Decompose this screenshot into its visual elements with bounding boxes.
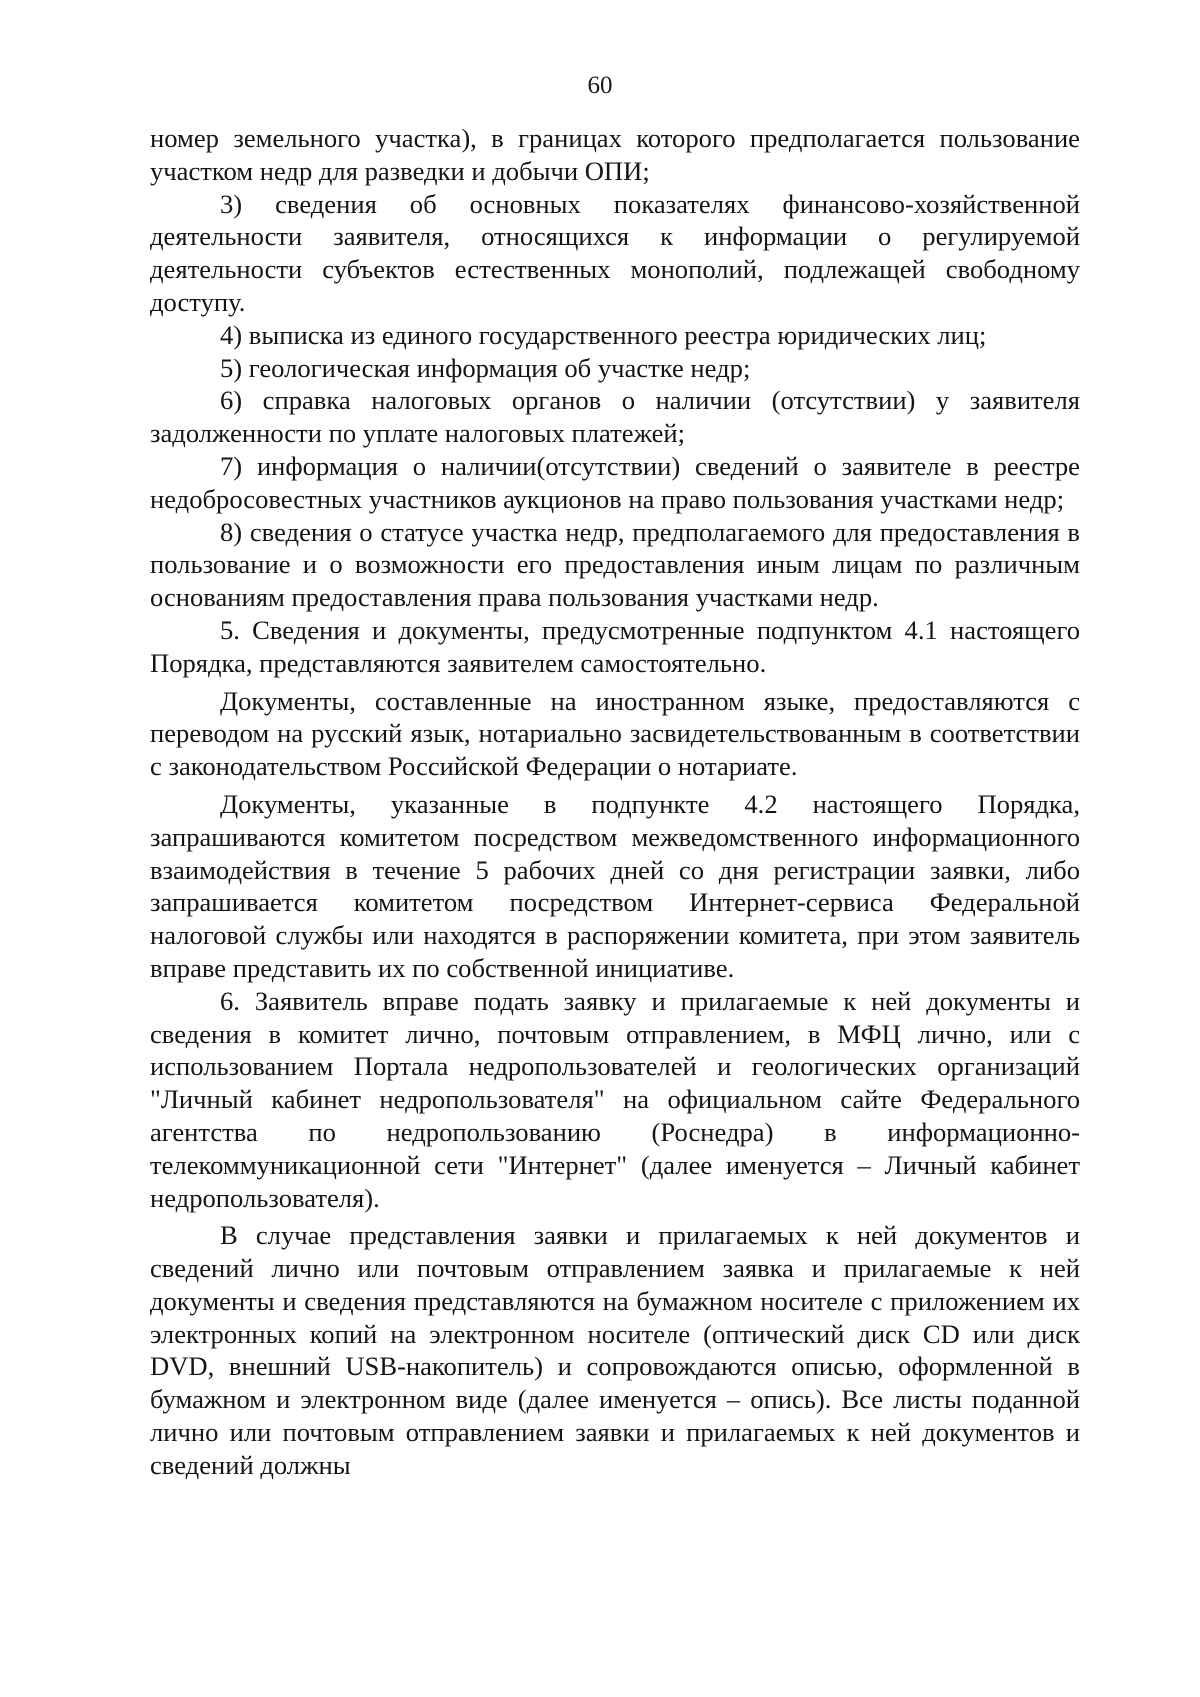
paragraph-7: 8) сведения о статусе участка недр, предполагаемого для предоставления в пользование и о возможности его предоставления иным лицам по различным основаниям предоставления права пользования участками недр. [150, 516, 1080, 613]
paragraph-8: 5. Сведения и документы, предусмотренные подпунктом 4.1 настоящего Порядка, представляются заявителем самостоятельно. [150, 614, 1080, 678]
paragraph-5: 6) справка налоговых органов о наличии (отсутствии) у заявителя задолженности по уплате налоговых платежей; [150, 385, 1080, 449]
page-number: 60 [587, 72, 613, 99]
paragraph-6: 7) информация о наличии(отсутствии) сведений о заявителе в реестре недобросовестных участников аукционов на право пользования участками недр; [150, 450, 1080, 514]
paragraph-11: 6. Заявитель вправе подать заявку и прилагаемые к ней документы и сведения в комитет лично, почтовым отправлением, в МФЦ лично, или с использованием Портала недропользователей и геологических организаций "Личный кабинет недропользователя" на официальном сайте Федерального агентства по недропользованию (Роснедра) в информационно-телекоммуникационной сети "Интернет" (далее именуется – Личный кабинет недропользователя). [150, 985, 1080, 1213]
paragraph-2: 3) сведения об основных показателях финансово-хозяйственной деятельности заявителя, относящихся к информации о регулируемой деятельности субъектов естественных монополий, подлежащей свободному доступу. [150, 188, 1080, 317]
document-body [150, 122, 1080, 1482]
paragraph-12: В случае представления заявки и прилагаемых к ней документов и сведений лично или почтовым отправлением заявка и прилагаемые к ней документы и сведения представляются на бумажном носителе с приложением их электронных копий на электронном носителе (оптический диск CD или диск DVD, внешний USB-накопитель) и сопровождаются описью, оформленной в бумажном и электронном виде (далее именуется – опись). Все листы поданной лично или почтовым отправлением заявки и прилагаемых к ней документов и сведений должны [150, 1220, 1080, 1480]
paragraph-3: 4) выписка из единого государственного реестра юридических лиц; [220, 319, 987, 350]
paragraph-4: 5) геологическая информация об участке недр; [220, 352, 751, 383]
paragraph-9: Документы, составленные на иностранном языке, предоставляются с переводом на русский язык, нотариально засвидетельствованным в соответствии с законодательством Российской Федерации о нотариате. [150, 685, 1080, 782]
paragraph-1: номер земельного участка), в границах которого предполагается пользование участком недр для разведки и добычи ОПИ; [150, 123, 1080, 186]
paragraph-10: Документы, указанные в подпункте 4.2 настоящего Порядка, запрашиваются комитетом посредством межведомственного информационного взаимодействия в течение 5 рабочих дней со дня регистрации заявки, либо запрашивается комитетом посредством Интернет-сервиса Федеральной налоговой службы или находятся в распоряжении комитета, при этом заявитель вправе представить их по собственной инициативе. [150, 788, 1080, 983]
